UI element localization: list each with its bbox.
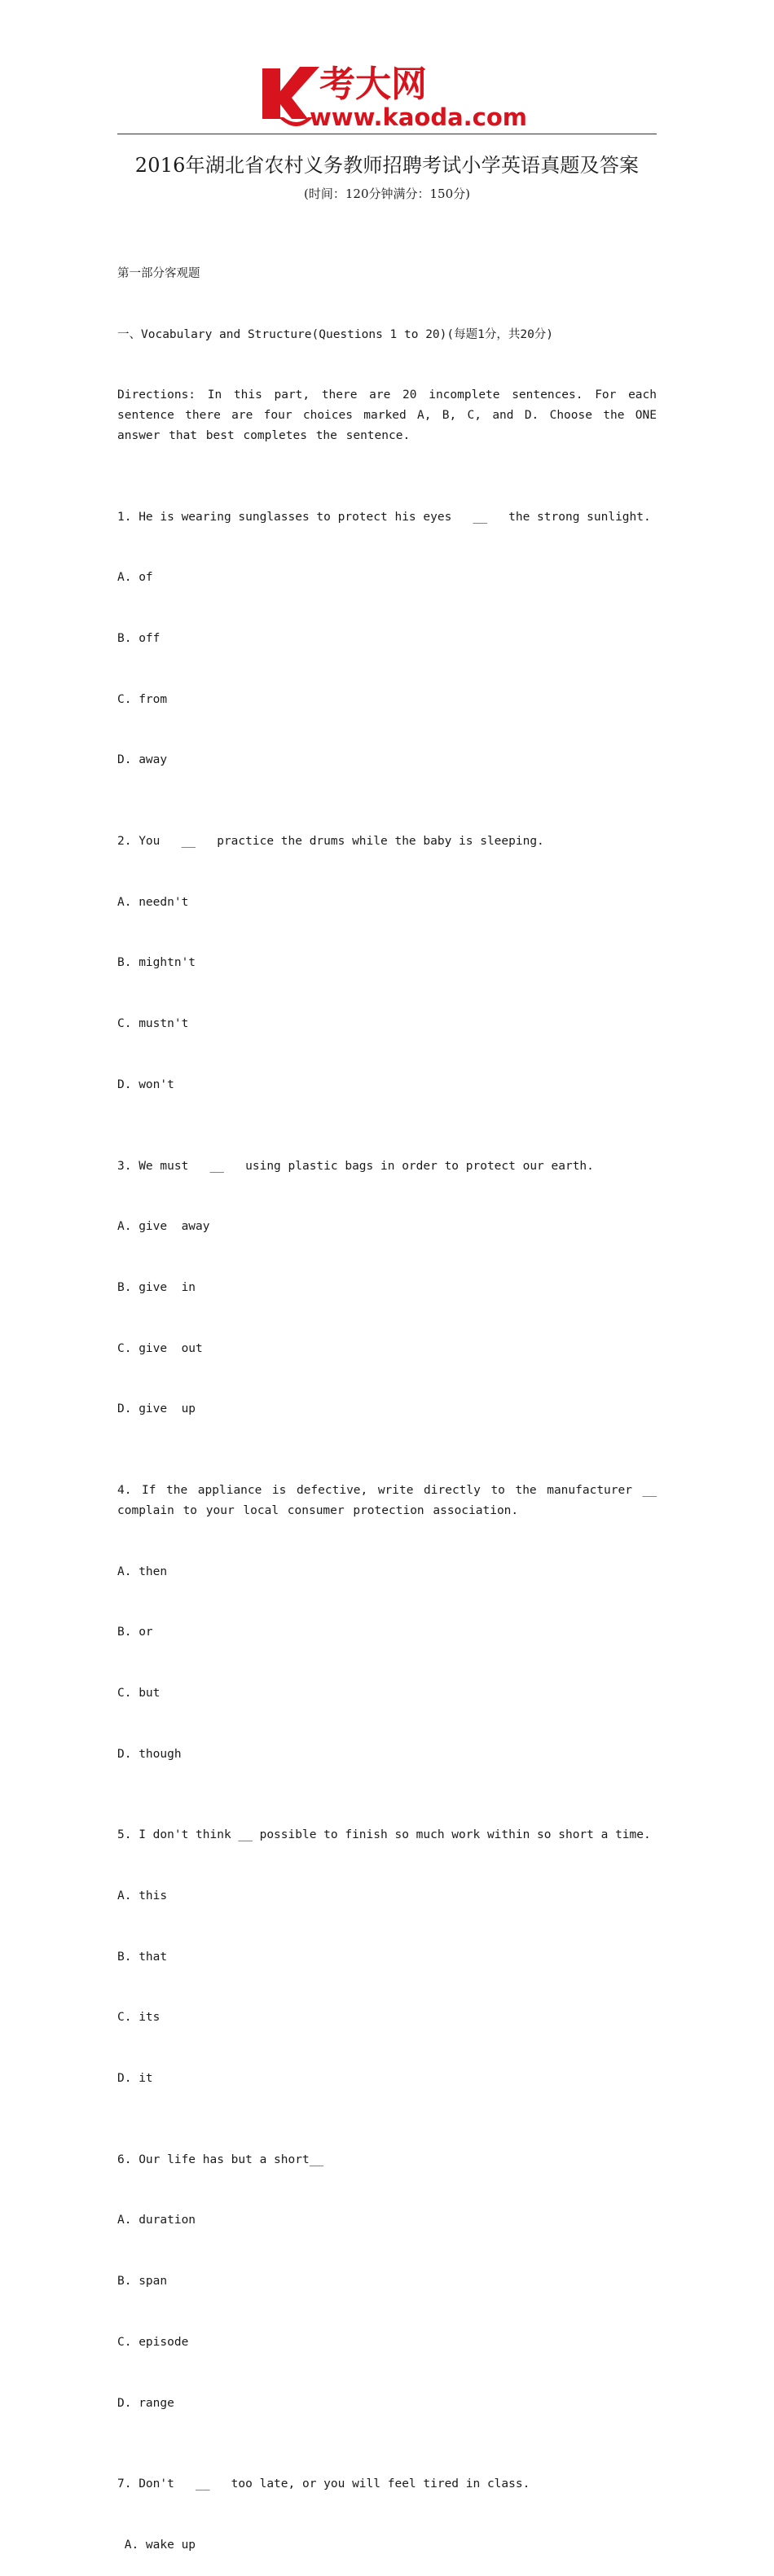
answer-option: A. needn't (117, 895, 189, 909)
question-stem: 6. Our life has but a short__ (117, 2153, 324, 2166)
answer-option: A. duration (117, 2214, 196, 2227)
answer-option: B. span (117, 2275, 168, 2289)
answer-option: B. give in (117, 1280, 196, 1294)
directions-text: Directions: In this part, there are 20 incomplete sentences. For each sentence there are four choices marked A, B, C, and D. Choose the ONE answer that best completes the sentence. (117, 388, 657, 443)
kaoda-logo (259, 60, 528, 134)
answer-option: B. that (117, 1950, 168, 1964)
answer-option: C. give out (117, 1341, 203, 1355)
answer-option: B. mightn't (117, 956, 196, 970)
logo-graphic (259, 60, 528, 134)
answer-option: D. though (117, 1747, 182, 1761)
question-stem: 4. If the appliance is defective, write directly to the manufacturer __ complain to your local consumer protection association. (117, 1483, 657, 1517)
exam-time-info: (时间：120分钟满分：150分) (304, 187, 470, 201)
answer-option: C. mustn't (117, 1017, 189, 1031)
logo-url: www.kaoda.com (310, 103, 527, 131)
answer-option: B. or (117, 1626, 153, 1639)
question-stem: 1. He is wearing sunglasses to protect his eyes __ the strong sunlight. (117, 510, 651, 524)
question-stem: 3. We must __ using plastic bags in order to protect our earth. (117, 1159, 594, 1173)
answer-option: A. this (117, 1889, 168, 1902)
answer-option: D. it (117, 2072, 153, 2086)
logo-cn-name: 考大网 (319, 64, 427, 105)
page-title: 2016年湖北省农村义务教师招聘考试小学英语真题及答案 (134, 154, 640, 177)
answer-option: C. from (117, 692, 168, 706)
answer-option: A. wake up (117, 2538, 196, 2552)
answer-option: A. of (117, 571, 153, 585)
answer-option: B. off (117, 632, 161, 646)
answer-option: C. its (117, 2011, 161, 2025)
answer-option: C. episode (117, 2335, 189, 2349)
exam-content (117, 223, 657, 2576)
question-stem: 7. Don't __ too late, or you will feel tired in class. (117, 2477, 530, 2491)
answer-option: A. then (117, 1564, 168, 1578)
section-heading: 第一部分客观题 (117, 266, 200, 280)
answer-option: C. but (117, 1686, 161, 1700)
answer-option: D. range (117, 2396, 174, 2410)
question-stem: 2. You __ practice the drums while the baby is sleeping. (117, 835, 544, 849)
answer-option: D. give up (117, 1402, 196, 1416)
part-heading: 一、Vocabulary and Structure(Questions 1 to 20)(每题1分，共20分) (117, 327, 554, 341)
question-stem: 5. I don't think __ possible to finish so much work within so short a time. (117, 1828, 651, 1842)
answer-option: D. won't (117, 1077, 174, 1091)
answer-option: D. away (117, 753, 168, 767)
answer-option: A. give away (117, 1220, 210, 1234)
